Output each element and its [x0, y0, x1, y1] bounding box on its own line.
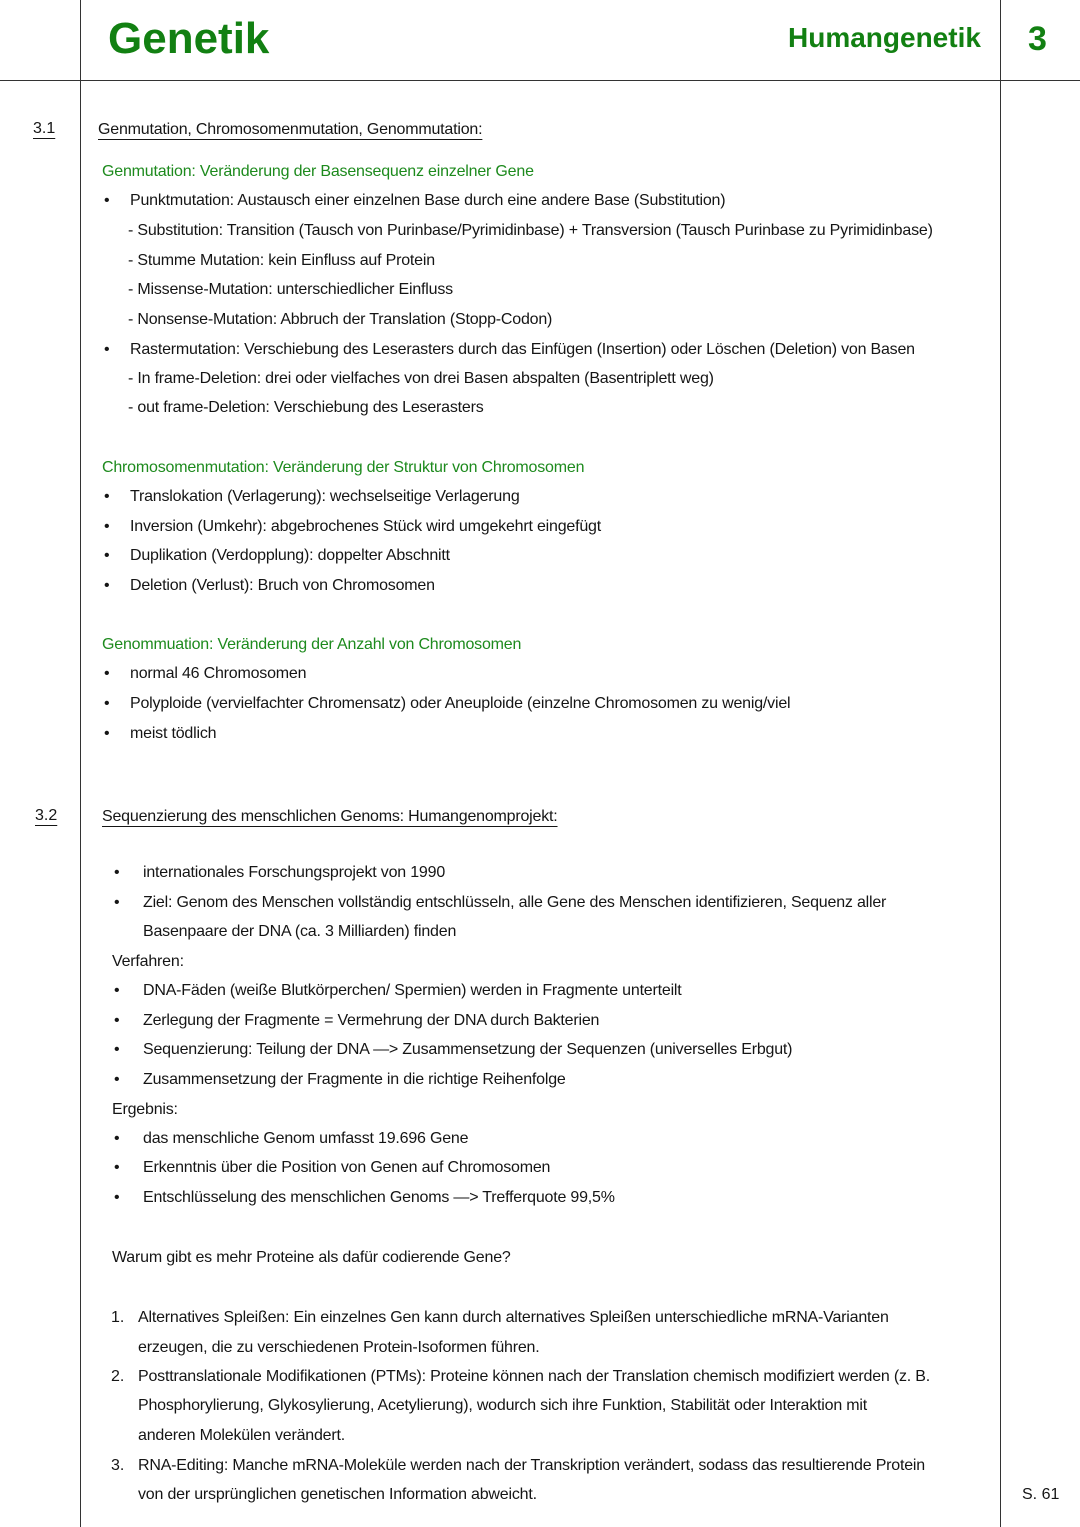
bullet-icon: •: [104, 547, 110, 564]
bullet-icon: •: [114, 1130, 120, 1147]
bullet-icon: •: [114, 1041, 120, 1058]
text-line: DNA-Fäden (weiße Blutkörperchen/ Spermien) werden in Fragmente unterteilt: [143, 982, 682, 999]
bullet-icon: •: [104, 341, 110, 358]
text-line: Warum gibt es mehr Proteine als dafür codierende Gene?: [112, 1249, 511, 1266]
bullet-icon: •: [104, 518, 110, 535]
subsection-heading: Chromosomenmutation: Veränderung der Struktur von Chromosomen: [102, 459, 585, 476]
page-subtitle: Humangenetik: [788, 22, 981, 53]
bullet-icon: •: [114, 1159, 120, 1176]
text-line: Basenpaare der DNA (ca. 3 Milliarden) finden: [143, 923, 457, 940]
bullet-icon: •: [114, 982, 120, 999]
text-line: Punktmutation: Austausch einer einzelnen Base durch eine andere Base (Substitution): [130, 192, 726, 209]
bullet-icon: •: [104, 725, 110, 742]
bullet-icon: •: [114, 894, 120, 911]
text-line: - out frame-Deletion: Verschiebung des Leserasters: [128, 399, 484, 416]
text-line: von der ursprünglichen genetischen Information abweicht.: [138, 1486, 537, 1503]
page-number: S. 61: [1022, 1486, 1060, 1503]
text-line: RNA-Editing: Manche mRNA-Moleküle werden nach der Transkription verändert, sodass das resultierende Protein: [138, 1457, 925, 1474]
section-number: 3.2: [35, 807, 58, 824]
bullet-icon: •: [114, 864, 120, 881]
text-line: Ergebnis:: [112, 1101, 178, 1118]
text-line: Polyploide (vervielfachter Chromensatz) oder Aneuploide (einzelne Chromosomen zu wenig/viel: [130, 695, 791, 712]
text-line: Deletion (Verlust): Bruch von Chromosomen: [130, 577, 435, 594]
text-line: Ziel: Genom des Menschen vollständig entschlüsseln, alle Gene des Menschen identifizieren, Sequenz aller: [143, 894, 887, 911]
text-line: erzeugen, die zu verschiedenen Protein-Isoformen führen.: [138, 1339, 540, 1356]
header-divider: [0, 80, 1080, 81]
list-number: 1.: [111, 1309, 125, 1326]
bullet-icon: •: [104, 665, 110, 682]
text-line: das menschliche Genom umfasst 19.696 Gene: [143, 1130, 469, 1147]
text-line: Rastermutation: Verschiebung des Leserasters durch das Einfügen (Insertion) oder Löschen (Deletion) von Basen: [130, 341, 915, 358]
bullet-icon: •: [104, 488, 110, 505]
left-margin-line: [80, 0, 81, 1527]
text-line: meist tödlich: [130, 725, 217, 742]
text-line: - Stumme Mutation: kein Einfluss auf Protein: [128, 252, 435, 269]
text-line: - In frame-Deletion: drei oder vielfaches von drei Basen abspalten (Basentriplett weg): [128, 370, 714, 387]
bullet-icon: •: [104, 577, 110, 594]
section-heading: Genmutation, Chromosomenmutation, Genommutation:: [98, 121, 483, 138]
chapter-number: 3: [1028, 20, 1047, 58]
bullet-icon: •: [104, 695, 110, 712]
text-line: - Nonsense-Mutation: Abbruch der Translation (Stopp-Codon): [128, 311, 553, 328]
text-line: Zusammensetzung der Fragmente in die richtige Reihenfolge: [143, 1071, 566, 1088]
text-line: Posttranslationale Modifikationen (PTMs): Proteine können nach der Translation chemisch modifiziert werden (z. B.: [138, 1368, 931, 1385]
text-line: anderen Molekülen verändert.: [138, 1427, 345, 1444]
section-heading: Sequenzierung des menschlichen Genoms: Humangenomprojekt:: [102, 808, 558, 825]
list-number: 3.: [111, 1457, 125, 1474]
text-line: Zerlegung der Fragmente = Vermehrung der DNA durch Bakterien: [143, 1012, 600, 1029]
bullet-icon: •: [104, 192, 110, 209]
text-line: Translokation (Verlagerung): wechselseitige Verlagerung: [130, 488, 520, 505]
bullet-icon: •: [114, 1071, 120, 1088]
text-line: Entschlüsselung des menschlichen Genoms —> Trefferquote 99,5%: [143, 1189, 615, 1206]
page-title: Genetik: [108, 14, 270, 63]
text-line: Verfahren:: [112, 953, 184, 970]
right-margin-line: [1000, 0, 1001, 1527]
text-line: Inversion (Umkehr): abgebrochenes Stück wird umgekehrt eingefügt: [130, 518, 601, 535]
bullet-icon: •: [114, 1012, 120, 1029]
text-line: - Substitution: Transition (Tausch von Purinbase/Pyrimidinbase) + Transversion (Tausch Purinbase zu Pyrimidinbase): [128, 222, 933, 239]
text-line: Phosphorylierung, Glykosylierung, Acetylierung), wodurch sich ihre Funktion, Stabilität oder Interaktion mit: [138, 1397, 867, 1414]
bullet-icon: •: [114, 1189, 120, 1206]
text-line: - Missense-Mutation: unterschiedlicher Einfluss: [128, 281, 453, 298]
text-line: Erkenntnis über die Position von Genen auf Chromosomen: [143, 1159, 551, 1176]
list-number: 2.: [111, 1368, 125, 1385]
subsection-heading: Genommuation: Veränderung der Anzahl von Chromosomen: [102, 636, 522, 653]
section-number: 3.1: [33, 120, 56, 137]
text-line: Duplikation (Verdopplung): doppelter Abschnitt: [130, 547, 450, 564]
text-line: normal 46 Chromosomen: [130, 665, 307, 682]
text-line: Sequenzierung: Teilung der DNA —> Zusammensetzung der Sequenzen (universelles Erbgut): [143, 1041, 793, 1058]
text-line: internationales Forschungsprojekt von 1990: [143, 864, 446, 881]
text-line: Alternatives Spleißen: Ein einzelnes Gen kann durch alternatives Spleißen unterschiedliche mRNA-Varianten: [138, 1309, 889, 1326]
subsection-heading: Genmutation: Veränderung der Basensequenz einzelner Gene: [102, 163, 534, 180]
